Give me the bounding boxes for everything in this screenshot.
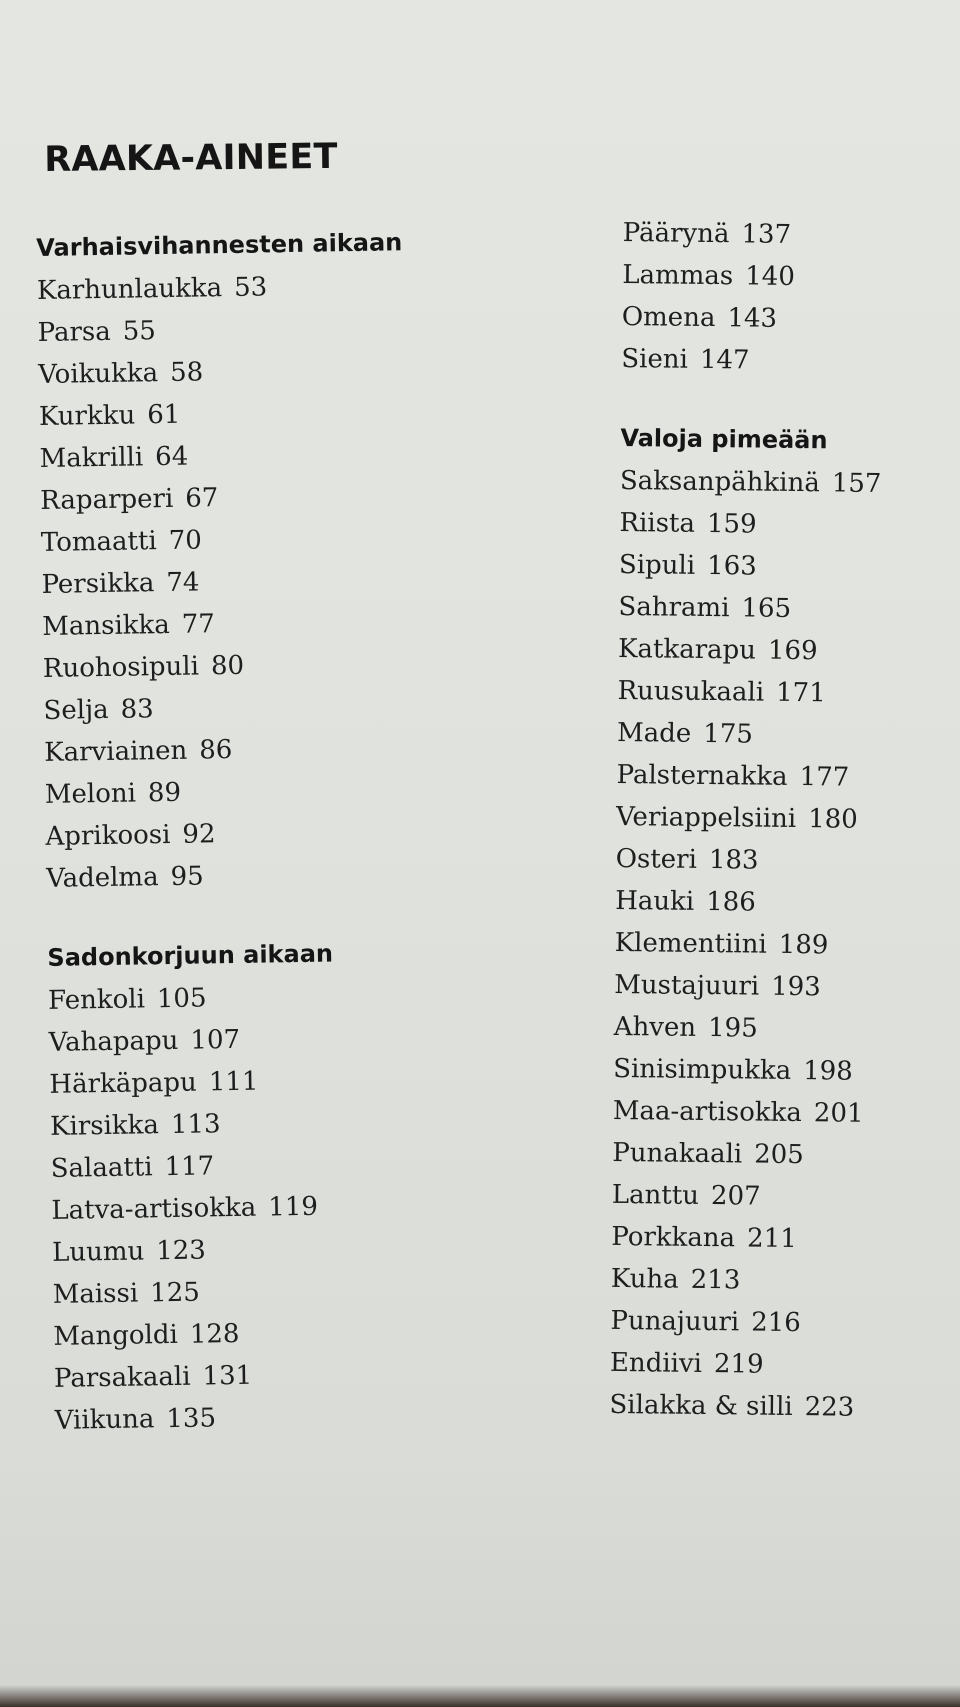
entry-name: Kuha — [610, 1263, 679, 1295]
index-entry — [614, 1006, 944, 1052]
index-entry — [622, 254, 952, 300]
entry-page-number: 207 — [710, 1181, 761, 1212]
entry-name: Osteri — [615, 843, 698, 875]
entry-list — [621, 212, 953, 384]
entry-name: Härkäpapu — [49, 1067, 198, 1100]
entry-name: Punajuuri — [610, 1305, 740, 1338]
entry-page-number: 64 — [154, 441, 189, 473]
entry-page-number: 53 — [233, 272, 268, 303]
entry-name: Mansikka — [42, 609, 171, 642]
entry-name: Karhunlaukka — [36, 273, 223, 306]
entry-name: Punakaali — [612, 1137, 743, 1170]
entry-name: Karviainen — [43, 735, 188, 768]
index-entry — [619, 544, 949, 590]
entry-name: Raparperi — [40, 483, 174, 516]
entry-page-number: 83 — [120, 694, 154, 725]
page-edge-shadow — [0, 1685, 960, 1707]
entry-name: Viikuna — [54, 1404, 155, 1436]
index-entry — [615, 880, 945, 926]
entry-name: Aprikoosi — [45, 819, 171, 852]
entry-name: Veriappelsiini — [615, 801, 797, 835]
entry-name: Sahrami — [618, 591, 730, 624]
entry-name: Kirsikka — [49, 1110, 160, 1142]
entry-name: Salaatti — [50, 1152, 153, 1184]
section-heading: Sadonkorjuun aikaan — [47, 939, 334, 972]
entry-page-number: 183 — [708, 845, 759, 876]
entry-name: Silakka & silli — [609, 1389, 793, 1423]
index-entry — [612, 1174, 942, 1220]
entry-page-number: 211 — [746, 1223, 797, 1255]
entry-name: Parsakaali — [53, 1361, 191, 1394]
entry-page-number: 117 — [164, 1151, 215, 1183]
entry-page-number: 113 — [170, 1109, 221, 1140]
section-heading: Varhaisvihannesten aikaan — [36, 228, 403, 262]
entry-name: Selja — [43, 694, 109, 726]
entry-page-number: 213 — [690, 1264, 741, 1296]
entry-name: Ahven — [613, 1011, 697, 1043]
entry-name: Latva-artisokka — [51, 1192, 257, 1226]
entry-page-number: 157 — [831, 468, 882, 499]
entry-name: Tomaatti — [40, 526, 157, 558]
entry-name: Ruusukaali — [617, 675, 765, 708]
section-sadonkorjuun-aikaan — [47, 932, 575, 1442]
entry-page-number: 219 — [713, 1349, 764, 1380]
index-entry — [614, 922, 944, 968]
entry-page-number: 89 — [147, 777, 182, 809]
entry-name: Sipuli — [618, 549, 696, 581]
entry-name: Fenkoli — [47, 984, 146, 1016]
index-entry — [618, 586, 948, 632]
entry-name: Maissi — [52, 1278, 139, 1310]
index-entry — [617, 712, 947, 758]
entry-page-number: 143 — [727, 303, 778, 334]
entry-page-number: 119 — [268, 1191, 319, 1223]
entry-page-number: 77 — [181, 609, 216, 640]
section-varhaisvihannesten-aikaan — [36, 222, 566, 900]
entry-page-number: 163 — [706, 550, 757, 582]
entry-page-number: 171 — [775, 677, 826, 709]
entry-name: Makrilli — [39, 442, 144, 474]
index-entry — [612, 1132, 942, 1178]
entry-name: Luumu — [51, 1236, 145, 1268]
entry-page-number: 92 — [182, 819, 216, 850]
entry-page-number: 223 — [804, 1392, 855, 1423]
index-entry — [610, 1300, 940, 1346]
left-column — [36, 222, 575, 1442]
entry-page-number: 70 — [168, 525, 203, 556]
index-entry — [622, 296, 952, 342]
entry-name: Omena — [621, 301, 716, 334]
index-entry — [609, 1384, 939, 1430]
entry-name: Riista — [619, 507, 696, 539]
entry-list — [37, 262, 567, 900]
entry-page-number: 195 — [707, 1013, 758, 1044]
entry-name: Persikka — [41, 568, 155, 600]
entry-list — [48, 972, 575, 1442]
entry-page-number: 107 — [190, 1024, 241, 1056]
index-entry — [623, 212, 953, 258]
entry-name: Made — [616, 717, 692, 749]
entry-name: Sinisimpukka — [613, 1053, 792, 1086]
page-title: RAAKA-AINEET — [44, 136, 338, 180]
index-entry — [619, 502, 949, 548]
entry-page-number: 201 — [813, 1098, 864, 1129]
index-entry — [614, 964, 944, 1010]
entry-name: Katkarapu — [617, 633, 757, 666]
index-entry — [613, 1048, 943, 1094]
entry-page-number: 205 — [754, 1139, 804, 1171]
entry-page-number: 55 — [122, 316, 157, 347]
entry-name: Endiivi — [609, 1347, 703, 1379]
entry-page-number: 105 — [156, 983, 207, 1015]
index-entry — [611, 1258, 941, 1304]
index-entry — [616, 754, 946, 800]
section-heading: Valoja pimeään — [620, 423, 828, 455]
index-entry — [618, 628, 948, 674]
entry-name: Sieni — [621, 343, 689, 375]
entry-page-number: 186 — [706, 886, 756, 918]
section-sadonkorjuun-aikaan-continued — [621, 212, 953, 384]
index-entry — [46, 850, 567, 900]
entry-page-number: 147 — [699, 344, 750, 376]
entry-name: Palsternakka — [616, 759, 788, 792]
index-entry — [54, 1392, 575, 1442]
entry-page-number: 140 — [745, 261, 796, 292]
index-entry — [621, 338, 951, 384]
entry-page-number: 80 — [210, 650, 245, 682]
entry-page-number: 180 — [808, 804, 858, 835]
entry-name: Vadelma — [45, 862, 159, 894]
entry-name: Mustajuuri — [614, 969, 760, 1002]
entry-name: Hauki — [615, 885, 695, 917]
index-entry — [611, 1216, 941, 1262]
index-entry — [617, 670, 947, 716]
entry-page-number: 177 — [799, 762, 850, 793]
entry-name: Klementiini — [614, 927, 767, 960]
index-entry — [616, 796, 946, 842]
entry-name: Lanttu — [611, 1179, 700, 1211]
entry-name: Päärynä — [622, 217, 730, 250]
entry-page-number: 169 — [767, 635, 818, 667]
entry-page-number: 111 — [208, 1066, 259, 1098]
right-column — [609, 212, 953, 1430]
entry-page-number: 135 — [166, 1403, 217, 1435]
entry-page-number: 128 — [189, 1318, 240, 1350]
entry-page-number: 216 — [751, 1307, 801, 1339]
entry-page-number: 95 — [170, 861, 204, 892]
entry-page-number: 74 — [166, 567, 200, 598]
entry-name: Meloni — [44, 778, 137, 810]
entry-page-number: 165 — [741, 593, 792, 624]
entry-page-number: 198 — [803, 1056, 853, 1087]
entry-page-number: 58 — [169, 357, 204, 388]
entry-name: Lammas — [622, 259, 734, 292]
entry-name: Maa-artisokka — [612, 1095, 803, 1129]
entry-list — [609, 460, 950, 1430]
index-entry — [610, 1342, 940, 1388]
index-entry — [620, 460, 950, 506]
entry-name: Kurkku — [38, 400, 136, 432]
entry-page-number: 131 — [202, 1360, 253, 1392]
entry-page-number: 159 — [706, 508, 757, 540]
entry-page-number: 175 — [703, 718, 754, 750]
index-entry — [613, 1090, 943, 1136]
entry-name: Voikukka — [38, 358, 159, 390]
entry-page-number: 86 — [199, 734, 233, 766]
entry-name: Mangoldi — [53, 1319, 179, 1352]
entry-page-number: 137 — [741, 219, 792, 250]
entry-name: Porkkana — [611, 1221, 736, 1254]
entry-name: Vahapapu — [48, 1025, 179, 1058]
entry-page-number: 67 — [185, 483, 219, 514]
entry-page-number: 193 — [771, 971, 821, 1003]
section-valoja-pimeaan — [609, 420, 950, 1430]
entry-name: Saksanpähkinä — [619, 465, 820, 499]
entry-name: Parsa — [37, 316, 111, 348]
index-entry — [615, 838, 945, 884]
entry-page-number: 61 — [146, 399, 181, 431]
entry-page-number: 125 — [149, 1277, 201, 1309]
entry-name: Ruohosipuli — [42, 651, 200, 684]
entry-page-number: 123 — [155, 1235, 207, 1267]
entry-page-number: 189 — [778, 929, 829, 961]
